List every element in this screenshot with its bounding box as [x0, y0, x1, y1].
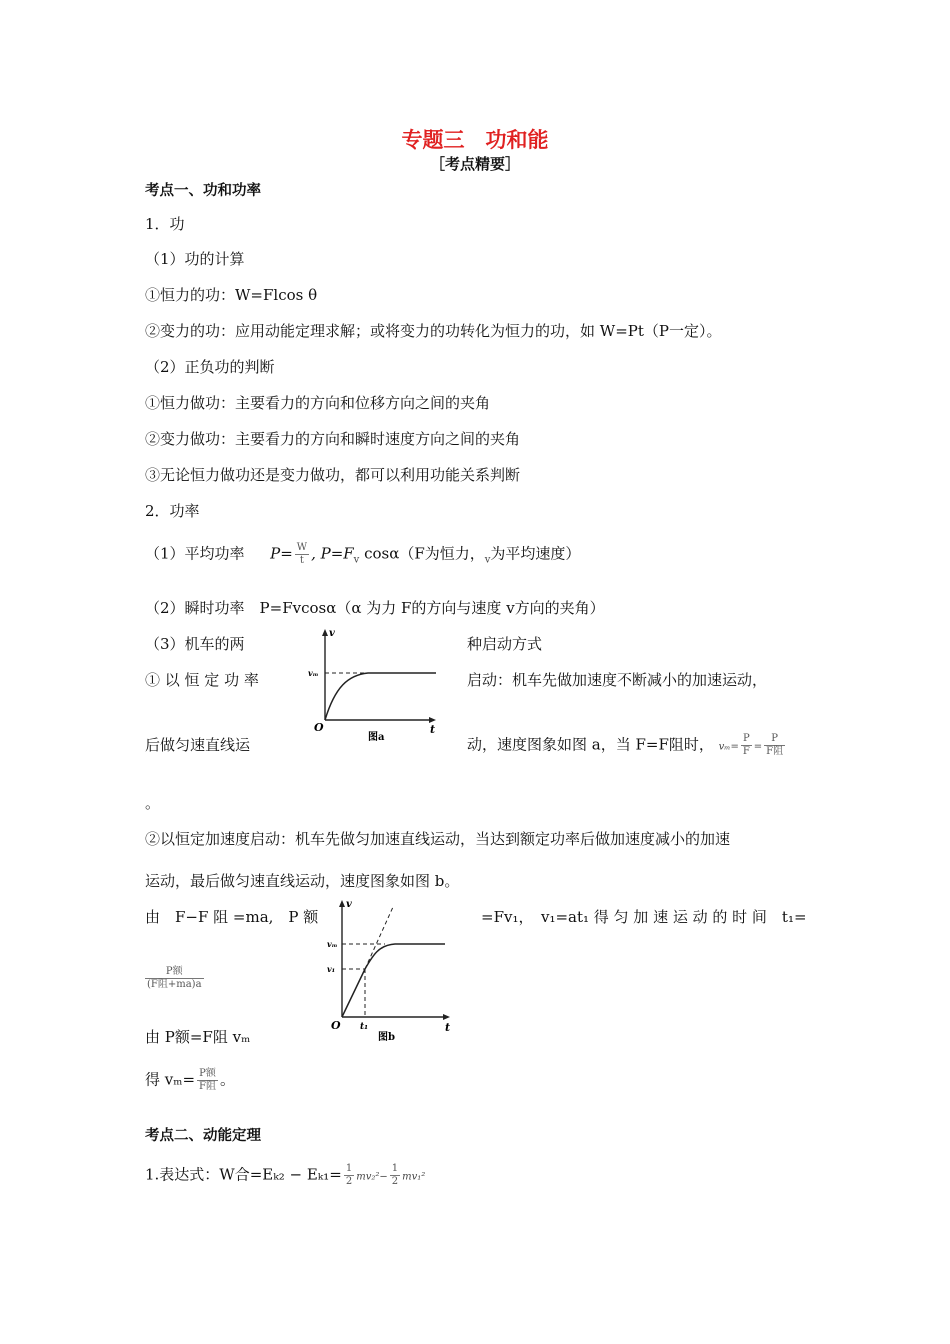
- const-power-end: 。: [145, 794, 161, 812]
- eq-d: 得 vₘ=: [145, 1070, 196, 1089]
- inst-power: （2）瞬时功率 P=Fvcosα（α 为力 F的方向与速度 v方向的夹角）: [145, 599, 605, 617]
- graph-a-origin: O: [314, 721, 324, 734]
- const-accel-2: 运动，最后做匀速直线运动，速度图象如图 b。: [145, 872, 460, 890]
- graph-a-vm-label: vₘ: [308, 668, 319, 678]
- p-over-f-fraction: $\frac{P}{F}$: [742, 733, 750, 757]
- graph-a-t-label: t: [430, 723, 436, 736]
- const-accel-1: ②以恒定加速度启动：机车先做匀加速直线运动，当达到额定功率后做加速度减小的加速: [145, 830, 731, 848]
- sign-rule-3: ③无论恒力做功还是变力做功，都可以利用功能关系判断: [145, 466, 521, 484]
- avg-formula-d: 为平均速度）: [490, 544, 581, 563]
- avg-formula-b: , P=F: [311, 544, 354, 563]
- graph-b-caption: 图b: [378, 1032, 395, 1043]
- graph-a-curve: [325, 673, 436, 720]
- page-title: 专题三 功和能: [401, 127, 549, 152]
- graph-b-vm-label: vₘ: [327, 939, 338, 949]
- graph-b: [305, 895, 465, 1045]
- sign-rule-1: ①恒力做功：主要看力的方向和位移方向之间的夹角: [145, 394, 491, 412]
- avg-formula-a: P=: [270, 544, 293, 563]
- power-label: 2．功率: [145, 502, 200, 520]
- start-methods-b: 种启动方式: [467, 635, 543, 653]
- start-methods-a: （3）机车的两: [145, 635, 245, 653]
- p-over-fzu-fraction: $\frac{P}{\text{F阻}}$: [766, 733, 784, 757]
- kinetic-expr: 1.表达式：W合=Eₖ₂ − Eₖ₁=: [145, 1165, 342, 1184]
- w-over-t-fraction: $\frac{W}{t}$: [296, 542, 308, 566]
- graph-b-x-arrow: [443, 1014, 450, 1020]
- avg-power-prefix: （1）平均功率: [145, 544, 245, 563]
- sign-rule-2: ②变力做功：主要看力的方向和瞬时速度方向之间的夹角: [145, 430, 521, 448]
- const-power-b: 启动：机车先做加速度不断减小的加速运动，: [467, 671, 768, 689]
- graph-b-origin: O: [331, 1019, 341, 1032]
- const-power-d: 动，速度图象如图 a，当 F=F阻时，: [467, 735, 714, 754]
- eq-a: 由 F−F 阻 =ma, P 额: [145, 908, 319, 926]
- sign-label: （2）正负功的判断: [145, 358, 275, 376]
- eq-c: 由 P额=F阻 vₘ: [145, 1028, 251, 1046]
- const-force-work: ①恒力的功：W=Flcos θ: [145, 286, 318, 304]
- graph-b-curve: [342, 944, 445, 1017]
- graph-b-v1-label: v₁: [327, 964, 336, 974]
- work-calc-label: （1）功的计算: [145, 250, 245, 268]
- graph-b-t-label: t: [445, 1021, 451, 1034]
- const-power-d-line: 动，速度图象如图 a，当 F=F阻时， vₘ= $\frac{P}{F}$ = $\frac{P}{\text{F阻}}$: [467, 733, 784, 757]
- avg-v-bar-2: v: [484, 554, 491, 566]
- graph-a-v-label: v: [329, 628, 335, 639]
- graph-b-y-arrow: [339, 900, 345, 907]
- graph-b-v-label: v: [346, 899, 352, 910]
- section-1-heading: 考点一、功和功率: [145, 183, 261, 199]
- vm-fraction: $\frac{\text{P额}}{\text{F阻}}$: [199, 1068, 216, 1092]
- vm-symbol: vₘ=: [718, 741, 739, 753]
- graph-a-caption: 图a: [368, 732, 385, 743]
- var-force-work: ②变力的功：应用动能定理求解；或将变力的功转化为恒力的功，如 W=Pt（P一定）。: [145, 322, 722, 340]
- work-label: 1．功: [145, 215, 185, 233]
- avg-v-bar: v: [353, 554, 360, 566]
- avg-formula-c: cosα（F为恒力，: [359, 544, 485, 563]
- graph-b-extension-dash: [365, 907, 393, 969]
- kinetic-theorem-line: 1.表达式：W合=Eₖ₂ − Eₖ₁= $\frac{1}{2}$ mv₂²− $\frac{1}{2}$ mv₁²: [145, 1163, 426, 1187]
- graph-a-y-arrow: [322, 629, 328, 636]
- graph-b-t1-label: t₁: [360, 1022, 369, 1032]
- const-power-a: ① 以 恒 定 功 率: [145, 671, 259, 689]
- eq-b: =Fv₁， v₁=at₁ 得 匀 加 速 运 动 的 时 间 t₁=: [481, 908, 807, 926]
- avg-power-line: [145, 542, 580, 571]
- t1-fraction: $\frac{\text{P额}}{\text{(F阻+ma)a}}$: [147, 966, 202, 990]
- eq-d-line: 得 vₘ= $\frac{\text{P额}}{\text{F阻}}$ 。: [145, 1068, 235, 1092]
- graph-a: [300, 625, 450, 750]
- page-subtitle: ［考点精要］: [429, 155, 520, 173]
- section-2-heading: 考点二、动能定理: [145, 1128, 261, 1144]
- const-power-c: 后做匀速直线运: [145, 736, 251, 754]
